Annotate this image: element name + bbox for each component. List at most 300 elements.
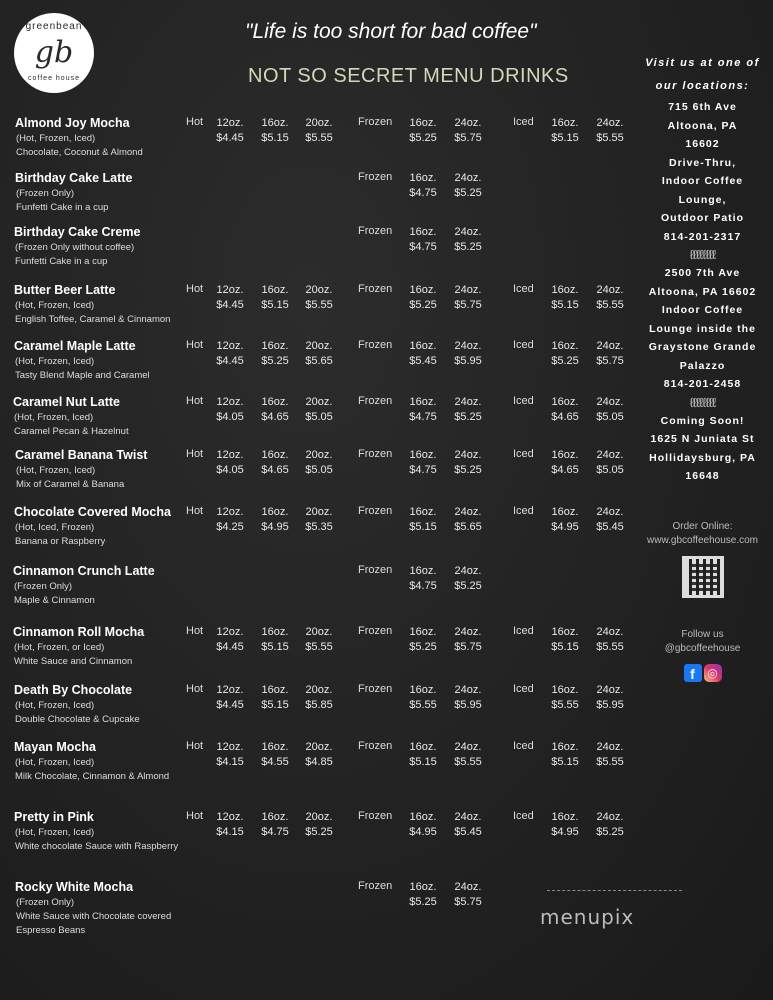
location-line: 16602: [685, 138, 720, 150]
price-cell[interactable]: [542, 505, 588, 535]
price-cell[interactable]: [252, 740, 298, 770]
price-cell[interactable]: [445, 683, 491, 713]
price-cell[interactable]: [400, 810, 446, 840]
size-label: 16oz.: [551, 506, 579, 518]
price-value: $5.25: [454, 187, 482, 199]
price-value: $5.55: [596, 299, 624, 311]
item-availability: (Hot, Frozen, Iced): [15, 356, 95, 367]
price-cell[interactable]: [252, 283, 298, 313]
size-label: 12oz.: [216, 741, 244, 753]
menu-item[interactable]: [13, 625, 653, 685]
price-cell[interactable]: [445, 339, 491, 369]
visit-heading-2: our locations:: [655, 80, 750, 92]
price-cell[interactable]: [296, 116, 342, 146]
item-description: White Sauce with Chocolate covered Espresso Beans: [16, 911, 172, 936]
item-description: Funfetti Cake in a cup: [16, 202, 109, 213]
location-line: 16648: [685, 470, 720, 482]
price-cell[interactable]: [542, 283, 588, 313]
item-name: Chocolate Covered Mocha: [14, 505, 171, 519]
size-label: 16oz.: [551, 684, 579, 696]
size-label: 16oz.: [409, 506, 437, 518]
size-label: 24oz.: [454, 741, 482, 753]
facebook-icon[interactable]: f: [684, 664, 702, 682]
size-label: 20oz.: [305, 741, 333, 753]
logo: [14, 13, 94, 93]
price-cell[interactable]: [207, 116, 253, 146]
item-availability: (Hot, Frozen, Iced): [15, 757, 95, 768]
menu-item[interactable]: [15, 116, 655, 176]
price-value: $4.45: [216, 641, 244, 653]
item-description: Tasty Blend Maple and Caramel: [15, 370, 150, 381]
price-cell[interactable]: [296, 740, 342, 770]
menu-item[interactable]: [14, 683, 654, 743]
price-cell[interactable]: [296, 625, 342, 655]
frozen-label: Frozen: [358, 625, 393, 637]
price-value: $4.15: [216, 756, 244, 768]
price-value: $5.15: [261, 132, 289, 144]
price-cell[interactable]: [296, 448, 342, 478]
iced-label: Iced: [513, 116, 534, 128]
item-availability: (Frozen Only): [14, 581, 73, 592]
price-cell[interactable]: [296, 339, 342, 369]
price-cell[interactable]: [542, 740, 588, 770]
item-availability: (Hot, Iced, Frozen): [15, 522, 95, 533]
price-value: $5.35: [305, 521, 333, 533]
price-value: $5.65: [305, 355, 333, 367]
price-value: $4.15: [216, 826, 244, 838]
price-cell[interactable]: [296, 505, 342, 535]
price-cell[interactable]: [400, 339, 446, 369]
item-description: White Sauce and Cinnamon: [14, 656, 133, 667]
iced-label: Iced: [513, 339, 534, 351]
frozen-label: Frozen: [358, 505, 393, 517]
price-value: $5.05: [596, 411, 624, 423]
size-label: 24oz.: [454, 172, 482, 184]
item-availability: (Hot, Frozen, Iced): [14, 412, 94, 423]
menu-item[interactable]: [15, 171, 655, 231]
item-name: Caramel Nut Latte: [13, 395, 120, 409]
price-value: $5.05: [596, 464, 624, 476]
price-value: $5.15: [409, 756, 437, 768]
size-label: 16oz.: [261, 741, 289, 753]
hot-label: Hot: [186, 395, 204, 407]
frozen-label: Frozen: [358, 225, 393, 237]
price-cell[interactable]: [445, 225, 491, 255]
price-value: $5.25: [551, 355, 579, 367]
price-value: $5.75: [454, 641, 482, 653]
price-value: $5.25: [305, 826, 333, 838]
price-cell[interactable]: [587, 339, 633, 369]
price-cell[interactable]: [252, 810, 298, 840]
price-cell[interactable]: [445, 395, 491, 425]
item-availability: (Hot, Frozen, Iced): [16, 465, 96, 476]
item-description: Banana or Raspberry: [15, 536, 106, 547]
price-cell[interactable]: [445, 564, 491, 594]
price-value: $4.05: [216, 464, 244, 476]
size-label: 12oz.: [216, 506, 244, 518]
size-label: 16oz.: [409, 284, 437, 296]
price-cell[interactable]: [445, 625, 491, 655]
price-cell[interactable]: [252, 395, 298, 425]
frozen-label: Frozen: [358, 740, 393, 752]
watermark: menupix: [540, 905, 635, 929]
price-value: $5.55: [596, 756, 624, 768]
price-cell[interactable]: [207, 339, 253, 369]
location-line: 814-201-2317: [663, 230, 742, 243]
price-value: $4.65: [551, 464, 579, 476]
hot-label: Hot: [186, 625, 204, 637]
price-cell[interactable]: [207, 448, 253, 478]
size-label: 24oz.: [454, 506, 482, 518]
price-cell[interactable]: [400, 283, 446, 313]
visit-heading-1: Visit us at one of: [645, 57, 760, 69]
item-name: Caramel Maple Latte: [14, 339, 136, 353]
price-value: $5.85: [305, 699, 333, 711]
menu-item[interactable]: [14, 505, 654, 565]
qr-code[interactable]: [682, 556, 724, 598]
size-label: 16oz.: [409, 741, 437, 753]
price-value: $5.55: [305, 299, 333, 311]
price-value: $5.15: [551, 756, 579, 768]
frozen-label: Frozen: [358, 116, 393, 128]
price-cell[interactable]: [445, 880, 491, 910]
menu-item[interactable]: [14, 225, 654, 285]
price-cell[interactable]: [400, 625, 446, 655]
price-value: $5.65: [454, 521, 482, 533]
location-line: Indoor Coffee: [661, 304, 744, 316]
size-label: 24oz.: [454, 684, 482, 696]
price-cell[interactable]: [400, 505, 446, 535]
size-label: 12oz.: [216, 811, 244, 823]
location-3: [632, 412, 773, 486]
size-label: 16oz.: [261, 117, 289, 129]
price-value: $5.25: [454, 580, 482, 592]
price-cell[interactable]: [587, 395, 633, 425]
size-label: 24oz.: [596, 811, 624, 823]
price-cell[interactable]: [445, 171, 491, 201]
price-value: $5.95: [596, 699, 624, 711]
location-line: Graystone Grande: [648, 341, 757, 353]
item-name: Almond Joy Mocha: [15, 116, 130, 130]
item-name: Rocky White Mocha: [15, 880, 134, 894]
menu-item[interactable]: [13, 564, 653, 624]
hot-label: Hot: [186, 505, 204, 517]
item-name: Death By Chocolate: [14, 683, 133, 697]
item-name: Pretty in Pink: [14, 810, 94, 824]
price-cell[interactable]: [207, 505, 253, 535]
size-label: 24oz.: [596, 626, 624, 638]
price-value: $5.15: [261, 299, 289, 311]
price-value: $4.75: [409, 464, 437, 476]
item-description: English Toffee, Caramel & Cinnamon: [15, 314, 171, 325]
size-label: 24oz.: [454, 565, 482, 577]
price-value: $4.45: [216, 355, 244, 367]
item-availability: (Frozen Only): [16, 897, 75, 908]
price-cell[interactable]: [207, 683, 253, 713]
price-cell[interactable]: [587, 505, 633, 535]
frozen-label: Frozen: [358, 683, 393, 695]
hot-label: Hot: [186, 448, 204, 460]
price-value: $5.15: [551, 132, 579, 144]
logo-bottom-text: coffee house: [28, 75, 80, 82]
size-label: 16oz.: [409, 626, 437, 638]
locations-sidebar: [632, 52, 773, 682]
price-value: $5.55: [305, 132, 333, 144]
price-value: $5.25: [454, 241, 482, 253]
price-cell[interactable]: [400, 564, 446, 594]
price-value: $5.55: [551, 699, 579, 711]
size-label: 24oz.: [454, 811, 482, 823]
price-cell[interactable]: [542, 116, 588, 146]
hot-label: Hot: [186, 810, 204, 822]
price-value: $4.05: [216, 411, 244, 423]
frozen-label: Frozen: [358, 810, 393, 822]
price-value: $5.95: [454, 699, 482, 711]
price-value: $5.25: [409, 641, 437, 653]
size-label: 16oz.: [409, 117, 437, 129]
price-value: $5.45: [409, 355, 437, 367]
item-availability: (Hot, Frozen, or Iced): [14, 642, 105, 653]
frozen-label: Frozen: [358, 395, 393, 407]
price-cell[interactable]: [252, 339, 298, 369]
price-value: $4.75: [409, 411, 437, 423]
size-label: 16oz.: [409, 396, 437, 408]
size-label: 12oz.: [216, 340, 244, 352]
size-label: 20oz.: [305, 626, 333, 638]
size-label: 16oz.: [551, 741, 579, 753]
price-cell[interactable]: [542, 810, 588, 840]
price-value: $5.75: [596, 355, 624, 367]
price-cell[interactable]: [400, 448, 446, 478]
iced-label: Iced: [513, 683, 534, 695]
location-line: Altoona, PA 16602: [648, 285, 757, 298]
price-value: $5.45: [596, 521, 624, 533]
size-label: 16oz.: [551, 396, 579, 408]
menu-title: NOT SO SECRET MENU DRINKS: [248, 65, 569, 87]
price-value: $5.55: [454, 756, 482, 768]
size-label: 24oz.: [596, 340, 624, 352]
price-cell[interactable]: [542, 625, 588, 655]
size-label: 12oz.: [216, 684, 244, 696]
size-label: 16oz.: [261, 506, 289, 518]
location-line: 814-201-2458: [663, 378, 742, 390]
price-value: $5.75: [454, 132, 482, 144]
size-label: 24oz.: [454, 340, 482, 352]
price-value: $4.45: [216, 299, 244, 311]
size-label: 24oz.: [596, 396, 624, 408]
follow-label: Follow us: [681, 628, 724, 640]
size-label: 16oz.: [409, 684, 437, 696]
price-cell[interactable]: [207, 625, 253, 655]
price-value: $4.95: [551, 521, 579, 533]
logo-top-text: greenbean: [25, 21, 83, 32]
menu-item[interactable]: [14, 810, 654, 870]
size-label: 16oz.: [409, 881, 437, 893]
price-cell[interactable]: [400, 880, 446, 910]
size-label: 16oz.: [551, 626, 579, 638]
price-cell[interactable]: [542, 448, 588, 478]
price-cell[interactable]: [587, 740, 633, 770]
tagline: "Life is too short for bad coffee": [245, 20, 537, 43]
price-cell[interactable]: [542, 395, 588, 425]
location-line: Palazzo: [679, 359, 726, 372]
price-value: $4.95: [261, 521, 289, 533]
price-value: $5.95: [454, 355, 482, 367]
size-label: 16oz.: [409, 340, 437, 352]
location-line: Drive-Thru,: [668, 156, 736, 169]
price-value: $4.75: [409, 187, 437, 199]
price-cell[interactable]: [296, 283, 342, 313]
price-cell[interactable]: [445, 116, 491, 146]
divider: ℓℓℓℓℓℓℓℓ: [689, 247, 716, 262]
size-label: 20oz.: [305, 117, 333, 129]
price-cell[interactable]: [252, 625, 298, 655]
frozen-label: Frozen: [358, 880, 393, 892]
menu-item[interactable]: [14, 283, 654, 343]
location-line: Coming Soon!: [660, 414, 745, 427]
frozen-label: Frozen: [358, 339, 393, 351]
size-label: 24oz.: [454, 881, 482, 893]
size-label: 16oz.: [409, 226, 437, 238]
size-label: 16oz.: [409, 811, 437, 823]
price-cell[interactable]: [400, 683, 446, 713]
size-label: 16oz.: [409, 172, 437, 184]
price-value: $5.55: [305, 641, 333, 653]
size-label: 24oz.: [596, 506, 624, 518]
size-label: 12oz.: [216, 449, 244, 461]
size-label: 24oz.: [596, 284, 624, 296]
price-cell[interactable]: [587, 448, 633, 478]
size-label: 16oz.: [551, 284, 579, 296]
price-value: $4.25: [216, 521, 244, 533]
price-cell[interactable]: [400, 225, 446, 255]
price-cell[interactable]: [207, 740, 253, 770]
item-description: Chocolate, Coconut & Almond: [16, 147, 143, 158]
item-name: Birthday Cake Latte: [15, 171, 133, 185]
price-cell[interactable]: [587, 116, 633, 146]
size-label: 24oz.: [454, 449, 482, 461]
social-handle[interactable]: @gbcoffeehouse: [664, 642, 741, 654]
hot-label: Hot: [186, 116, 204, 128]
size-label: 20oz.: [305, 506, 333, 518]
instagram-icon[interactable]: ◎: [704, 664, 722, 682]
size-label: 24oz.: [596, 741, 624, 753]
size-label: 20oz.: [305, 684, 333, 696]
price-value: $5.25: [409, 132, 437, 144]
price-cell[interactable]: [207, 810, 253, 840]
price-cell[interactable]: [587, 810, 633, 840]
item-name: Caramel Banana Twist: [15, 448, 148, 462]
size-label: 16oz.: [409, 449, 437, 461]
hot-label: Hot: [186, 283, 204, 295]
iced-label: Iced: [513, 810, 534, 822]
social-icons: [632, 664, 773, 682]
item-description: White chocolate Sauce with Raspberry: [15, 841, 179, 852]
menu-item[interactable]: [13, 395, 653, 455]
price-value: $5.25: [261, 355, 289, 367]
size-label: 20oz.: [305, 284, 333, 296]
price-value: $4.75: [409, 580, 437, 592]
size-label: 16oz.: [261, 626, 289, 638]
price-cell[interactable]: [587, 683, 633, 713]
hot-label: Hot: [186, 683, 204, 695]
price-cell[interactable]: [207, 395, 253, 425]
size-label: 16oz.: [261, 340, 289, 352]
size-label: 16oz.: [261, 684, 289, 696]
location-line: 1625 N Juniata St: [650, 433, 755, 445]
size-label: 16oz.: [261, 811, 289, 823]
frozen-label: Frozen: [358, 283, 393, 295]
size-label: 24oz.: [454, 284, 482, 296]
size-label: 24oz.: [454, 396, 482, 408]
item-name: Butter Beer Latte: [14, 283, 116, 297]
price-value: $5.25: [454, 464, 482, 476]
price-cell[interactable]: [445, 810, 491, 840]
hot-label: Hot: [186, 339, 204, 351]
price-cell[interactable]: [252, 448, 298, 478]
price-value: $4.95: [551, 826, 579, 838]
price-value: $5.25: [409, 299, 437, 311]
location-line: 2500 7th Ave: [664, 267, 741, 279]
website-link[interactable]: www.gbcoffeehouse.com: [647, 534, 758, 546]
price-cell[interactable]: [296, 395, 342, 425]
price-cell[interactable]: [252, 116, 298, 146]
price-value: $5.15: [409, 521, 437, 533]
price-cell[interactable]: [445, 740, 491, 770]
price-cell[interactable]: [445, 448, 491, 478]
price-cell[interactable]: [587, 625, 633, 655]
price-value: $4.55: [261, 756, 289, 768]
size-label: 16oz.: [551, 117, 579, 129]
item-availability: (Hot, Frozen, Iced): [15, 300, 95, 311]
size-label: 20oz.: [305, 449, 333, 461]
item-description: Milk Chocolate, Cinnamon & Almond: [15, 771, 170, 782]
price-cell[interactable]: [252, 683, 298, 713]
price-value: $5.45: [454, 826, 482, 838]
price-value: $5.55: [596, 132, 624, 144]
price-value: $4.85: [305, 756, 333, 768]
price-cell[interactable]: [542, 339, 588, 369]
price-cell[interactable]: [400, 395, 446, 425]
price-cell[interactable]: [400, 740, 446, 770]
menu-item[interactable]: [15, 448, 655, 508]
frozen-label: Frozen: [358, 448, 393, 460]
size-label: 16oz.: [261, 396, 289, 408]
price-cell[interactable]: [400, 116, 446, 146]
location-line: 715 6th Ave: [668, 101, 737, 113]
size-label: 12oz.: [216, 396, 244, 408]
price-cell[interactable]: [587, 283, 633, 313]
size-label: 24oz.: [596, 449, 624, 461]
item-description: Maple & Cinnamon: [14, 595, 95, 606]
price-cell[interactable]: [296, 810, 342, 840]
size-label: 16oz.: [409, 565, 437, 577]
price-cell[interactable]: [296, 683, 342, 713]
price-cell[interactable]: [252, 505, 298, 535]
price-cell[interactable]: [400, 171, 446, 201]
price-cell[interactable]: [445, 505, 491, 535]
price-cell[interactable]: [542, 683, 588, 713]
item-description: Double Chocolate & Cupcake: [15, 714, 140, 725]
menu-item[interactable]: [14, 339, 654, 399]
menu-item[interactable]: [14, 740, 654, 800]
item-name: Birthday Cake Creme: [14, 225, 141, 239]
price-cell[interactable]: [207, 283, 253, 313]
item-availability: (Hot, Frozen, Iced): [16, 133, 96, 144]
price-cell[interactable]: [445, 283, 491, 313]
size-label: 24oz.: [454, 626, 482, 638]
location-line: Altoona, PA: [667, 119, 738, 132]
